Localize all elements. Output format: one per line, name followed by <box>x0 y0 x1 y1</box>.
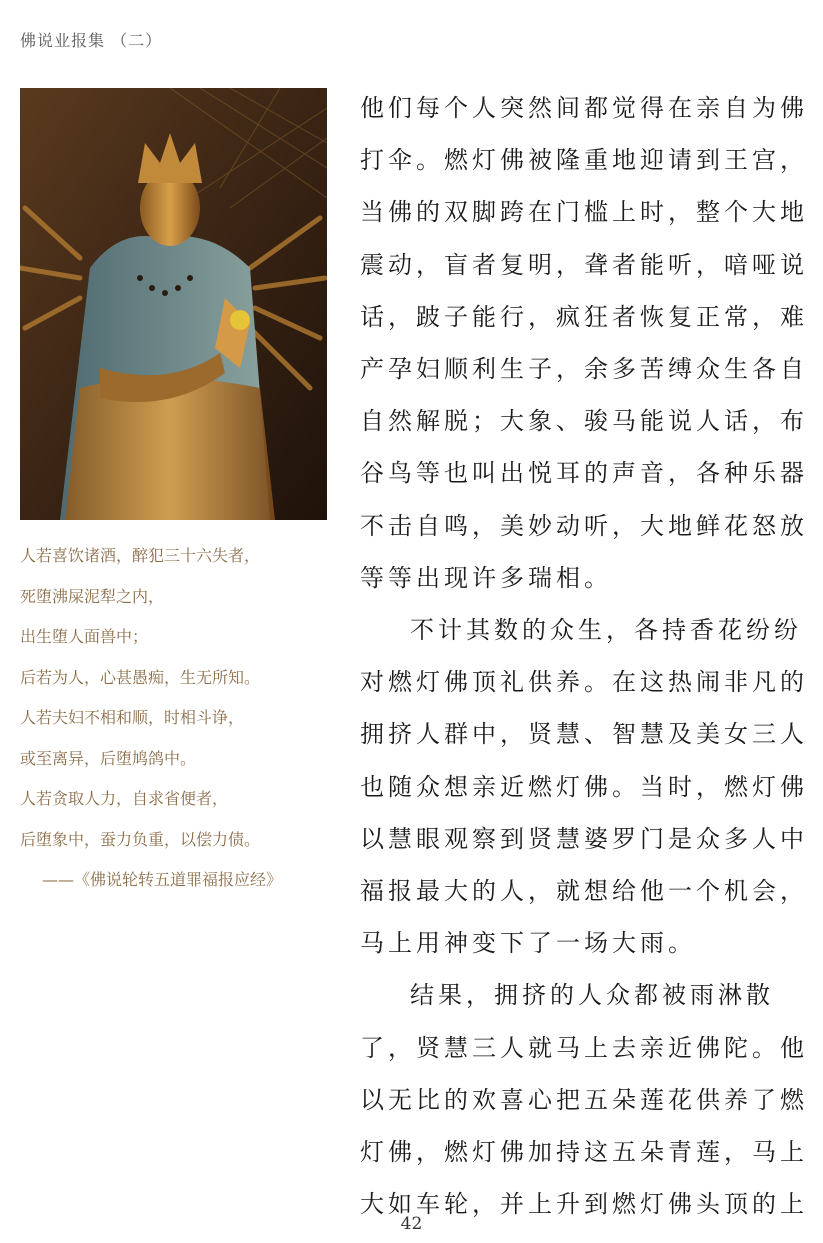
statue-photo <box>20 88 327 520</box>
quote-line: 人若喜饮诸酒，醉犯三十六失者， <box>20 546 261 565</box>
text-line: 了，贤慧三人就马上去亲近佛陀。他 <box>360 1033 808 1062</box>
quote-source: ——《佛说轮转五道罪福报应经》 <box>42 870 283 889</box>
text-line: 震动，盲者复明，聋者能听，喑哑说 <box>360 250 808 279</box>
text-line: 等等出现许多瑞相。 <box>360 563 612 592</box>
text-line: 也随众想亲近燃灯佛。当时，燃灯佛 <box>360 772 808 801</box>
quote-line: 死堕沸屎泥犁之内， <box>20 586 165 606</box>
body-text <box>360 82 808 1230</box>
text-line: 打伞。燃灯佛被隆重地迎请到王宫， <box>360 146 808 175</box>
quote-line: 出生堕人面兽中； <box>20 627 149 646</box>
text-line: 他们每个人突然间都觉得在亲自为佛 <box>360 94 808 122</box>
text-line: 福报最大的人，就想给他一个机会， <box>360 877 808 906</box>
text-line: 马上用神变下了一场大雨。 <box>360 929 696 958</box>
quote-line: 或至离异，后堕鸠鸽中。 <box>20 748 197 768</box>
text-line: 以慧眼观察到贤慧婆罗门是众多人中 <box>360 824 808 853</box>
text-line: 不计其数的众生，各持香花纷纷 <box>410 616 802 645</box>
scripture-quote <box>20 536 330 901</box>
text-line: 拥挤人群中，贤慧、智慧及美女三人 <box>360 720 808 749</box>
text-line: 结果，拥挤的人众都被雨淋散 <box>410 981 774 1010</box>
quote-line: 后堕象中，蚕力负重，以偿力债。 <box>20 829 261 849</box>
running-header: 佛说业报集 （二） <box>20 31 163 50</box>
text-line: 自然解脱；大象、骏马能说人话，布 <box>360 407 808 436</box>
text-line: 灯佛，燃灯佛加持这五朵青莲，马上 <box>360 1138 808 1167</box>
page-number: 42 <box>400 1214 423 1234</box>
text-line: 当佛的双脚跨在门槛上时，整个大地 <box>360 198 808 227</box>
text-line: 大如车轮，并上升到燃灯佛头顶的上 <box>360 1190 808 1219</box>
quote-line: 人若贪取人力，自求省便者， <box>20 789 229 808</box>
text-line: 产孕妇顺利生子，余多苦缚众生各自 <box>360 355 808 384</box>
text-line: 以无比的欢喜心把五朵莲花供养了燃 <box>360 1085 808 1114</box>
text-line: 谷鸟等也叫出悦耳的声音，各种乐器 <box>360 459 808 488</box>
text-line: 话，跛子能行，疯狂者恢复正常，难 <box>360 302 808 331</box>
text-line: 对燃灯佛顶礼供养。在这热闹非凡的 <box>360 668 808 697</box>
statue-illustration <box>20 88 327 520</box>
quote-line: 人若夫妇不相和顺，时相斗诤， <box>20 708 245 727</box>
text-line: 不击自鸣，美妙动听，大地鲜花怒放 <box>360 511 808 540</box>
quote-line: 后若为人，心甚愚痴，生无所知。 <box>20 667 261 687</box>
